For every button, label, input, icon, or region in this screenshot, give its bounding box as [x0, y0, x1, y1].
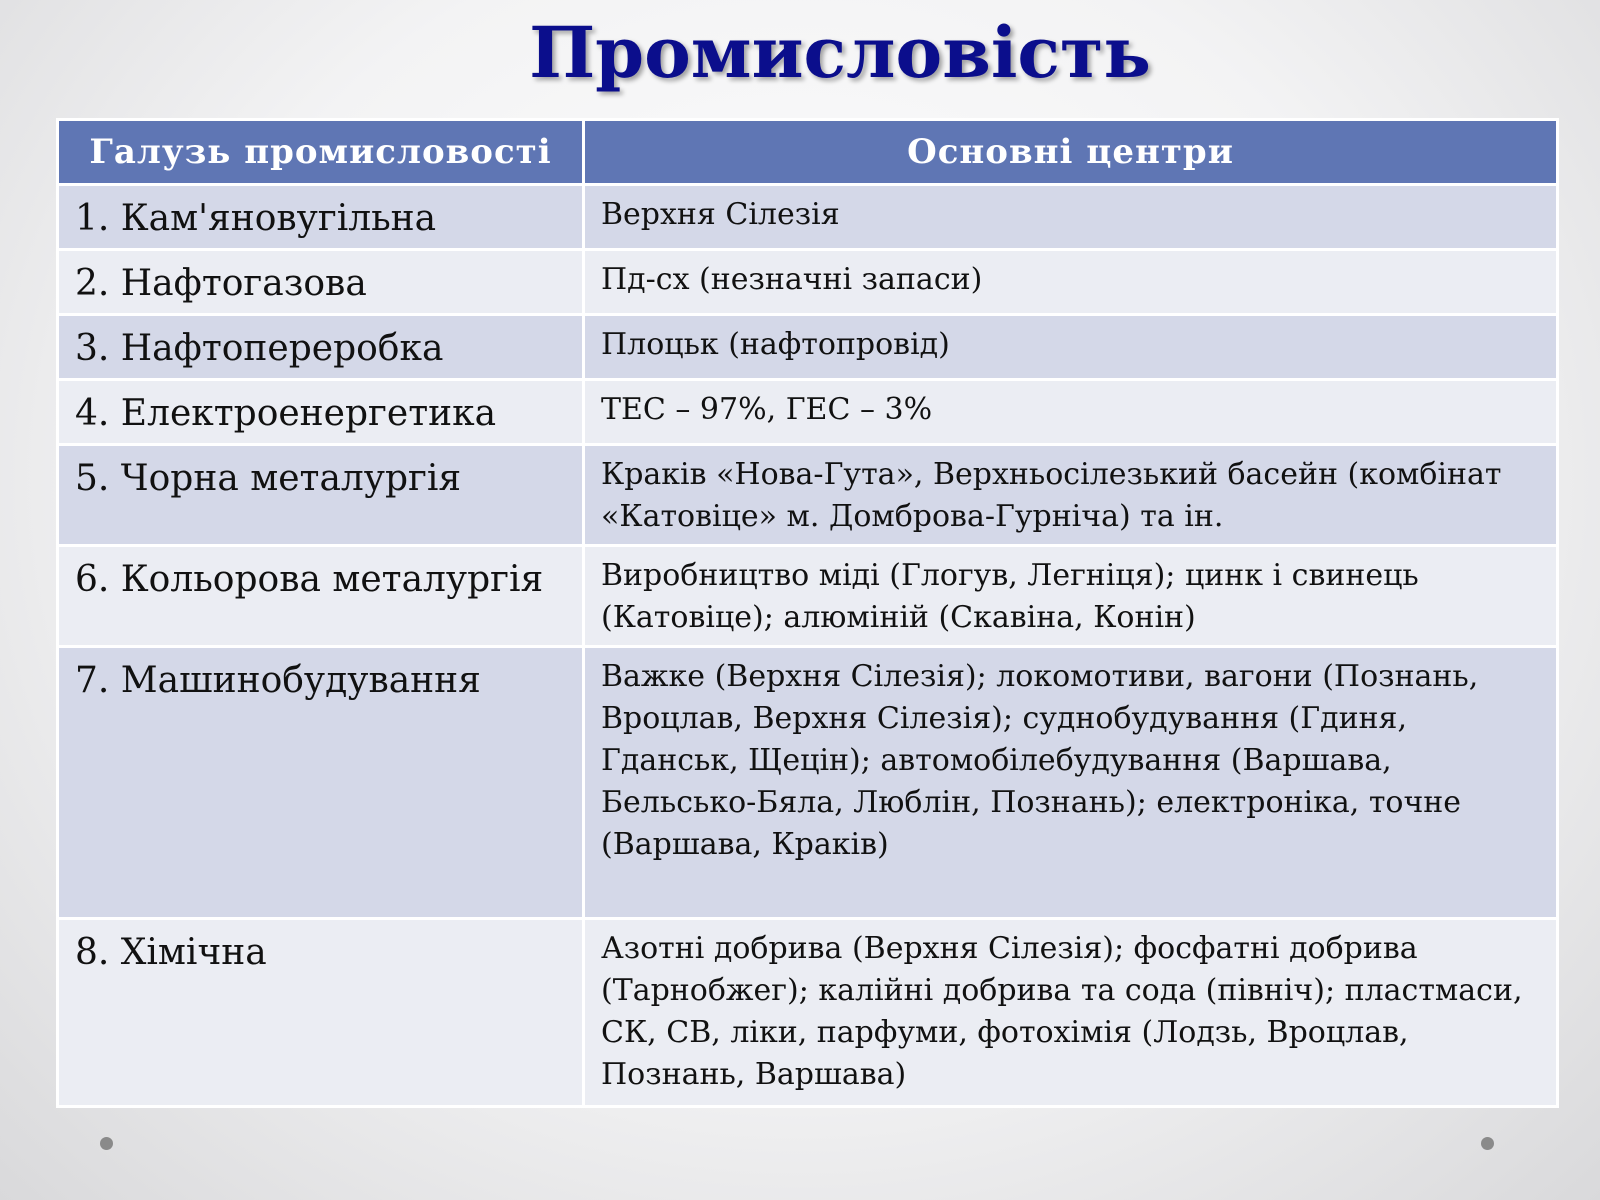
centers-cell: Пд-сх (незначні запаси)	[584, 250, 1558, 315]
centers-cell: Плоцьк (нафтопровід)	[584, 315, 1558, 380]
table-row	[58, 315, 1558, 380]
industry-table-container	[56, 118, 1556, 1108]
centers-cell: Верхня Сілезія	[584, 185, 1558, 250]
decorative-dot-right	[1481, 1137, 1494, 1150]
header-industry: Галузь промисловості	[58, 120, 584, 185]
industry-cell: 7. Машинобудування	[58, 647, 584, 919]
centers-cell: ТЕС – 97%, ГЕС – 3%	[584, 380, 1558, 445]
industry-cell: 4. Електроенергетика	[58, 380, 584, 445]
centers-cell: Важке (Верхня Сілезія); локомотиви, вагони (Познань, Вроцлав, Верхня Сілезія); суднобудування (Гдиня, Гданськ, Щецін); автомобілебудування (Варшава, Бельсько-Бяла, Люблін, Познань); електроніка, точне (Варшава, Краків)	[584, 647, 1558, 919]
industry-cell: 2. Нафтогазова	[58, 250, 584, 315]
header-centers: Основні центри	[584, 120, 1558, 185]
centers-cell: Краків «Нова-Гута», Верхньосілезький басейн (комбінат «Катовіце» м. Домброва-Гурніча) та ін.	[584, 445, 1558, 546]
table-row	[58, 919, 1558, 1107]
centers-cell: Азотні добрива (Верхня Сілезія); фосфатні добрива (Тарнобжег); калійні добрива та сода (північ); пластмаси, СК, СВ, ліки, парфуми, фотохімія (Лодзь, Вроцлав, Познань, Варшава)	[584, 919, 1558, 1107]
table-row	[58, 185, 1558, 250]
table-row	[58, 445, 1558, 546]
slide-title: Промисловість	[529, 11, 1151, 94]
table-row	[58, 647, 1558, 919]
industry-cell: 6. Кольорова металургія	[58, 546, 584, 647]
decorative-dot-left	[100, 1137, 113, 1150]
centers-cell: Виробництво міді (Глогув, Легніця); цинк і свинець (Катовіце); алюміній (Скавіна, Конін)	[584, 546, 1558, 647]
industry-cell: 8. Хімічна	[58, 919, 584, 1107]
table-header-row	[58, 120, 1558, 185]
table-row	[58, 546, 1558, 647]
table-row	[58, 250, 1558, 315]
table-row	[58, 380, 1558, 445]
industry-table	[56, 118, 1559, 1108]
industry-cell: 1. Кам'яновугільна	[58, 185, 584, 250]
industry-cell: 3. Нафтопереробка	[58, 315, 584, 380]
industry-cell: 5. Чорна металургія	[58, 445, 584, 546]
